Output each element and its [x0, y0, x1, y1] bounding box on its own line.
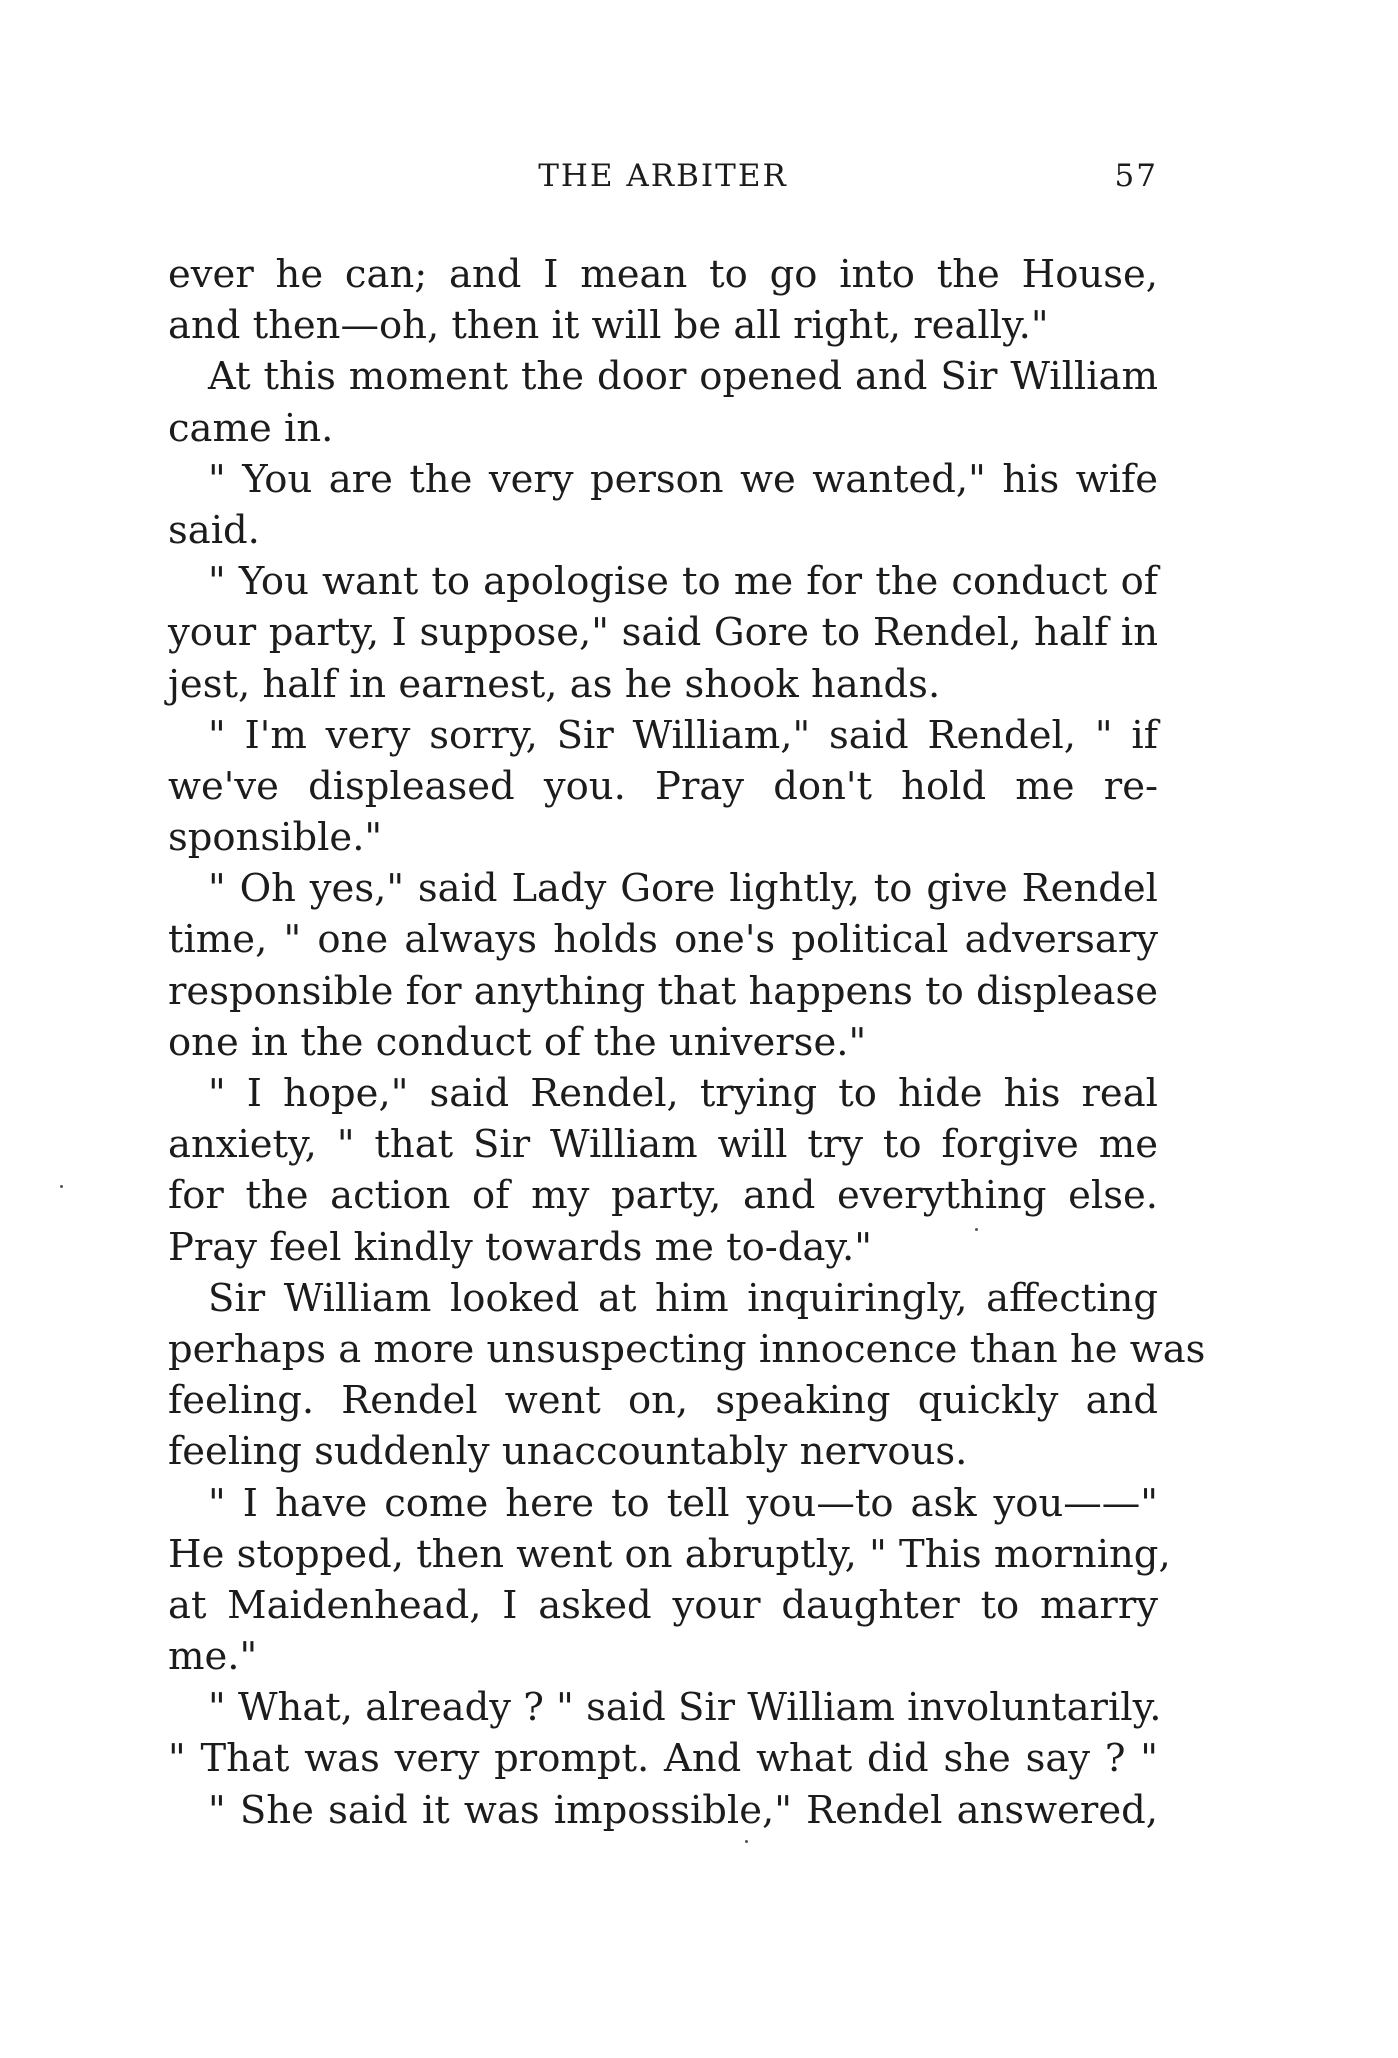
text-line: and then—oh, then it will be all right, really." — [168, 303, 1049, 349]
text-line: me." — [168, 1634, 258, 1680]
running-head — [168, 158, 1158, 202]
text-line: your party, I suppose," said Gore to Rendel, half in — [168, 610, 1158, 656]
text-line: He stopped, then went on abruptly, " This morning, — [168, 1531, 1171, 1577]
body-text — [168, 249, 1206, 1836]
text-line: came in. — [168, 405, 334, 451]
text-line: sponsible." — [168, 815, 383, 861]
text-line: ever he can; and I mean to go into the House, — [168, 252, 1158, 297]
text-line: " You are the very person we wanted," his wife — [208, 456, 1158, 502]
text-line: " What, already ? " said Sir William involuntarily. — [208, 1685, 1162, 1731]
print-speck — [975, 1228, 978, 1231]
text-line: " You want to apologise to me for the conduct of — [208, 559, 1158, 605]
text-line: Sir William looked at him inquiringly, affecting — [208, 1275, 1158, 1321]
print-speck — [745, 1840, 748, 1843]
text-line: Pray feel kindly towards me to-day." — [168, 1224, 872, 1270]
text-line: " I have come here to tell you—to ask you——" — [208, 1480, 1158, 1526]
text-line: responsible for anything that happens to displease — [168, 968, 1158, 1014]
text-line: for the action of my party, and everything else. — [168, 1173, 1158, 1219]
text-line: " I hope," said Rendel, trying to hide his real — [208, 1071, 1158, 1116]
text-line: At this moment the door opened and Sir William — [208, 354, 1158, 400]
text-line: anxiety, " that Sir William will try to forgive me — [168, 1122, 1158, 1168]
text-line: one in the conduct of the universe." — [168, 1019, 867, 1065]
text-line: " That was very prompt. And what did she say ? " — [168, 1736, 1158, 1782]
text-line: jest, half in earnest, as he shook hands. — [168, 661, 941, 707]
text-line: said. — [168, 507, 260, 553]
text-line: at Maidenhead, I asked your daughter to marry — [168, 1582, 1158, 1628]
text-line: perhaps a more unsuspecting innocence than he was — [168, 1326, 1206, 1372]
page-number: 57 — [1114, 158, 1158, 194]
text-line: " She said it was impossible," Rendel answered, — [208, 1787, 1158, 1833]
text-line: time, " one always holds one's political adversary — [168, 917, 1158, 963]
text-line: " I'm very sorry, Sir William," said Rendel, " if — [208, 712, 1158, 758]
text-line: we've displeased you. Pray don't hold me re- — [168, 763, 1158, 809]
print-speck — [60, 1185, 63, 1188]
text-line: feeling suddenly unaccountably nervous. — [168, 1429, 968, 1475]
running-title: THE ARBITER — [538, 158, 788, 194]
text-line: " Oh yes," said Lady Gore lightly, to give Rendel — [208, 866, 1158, 912]
text-line: feeling. Rendel went on, speaking quickly and — [168, 1378, 1158, 1424]
